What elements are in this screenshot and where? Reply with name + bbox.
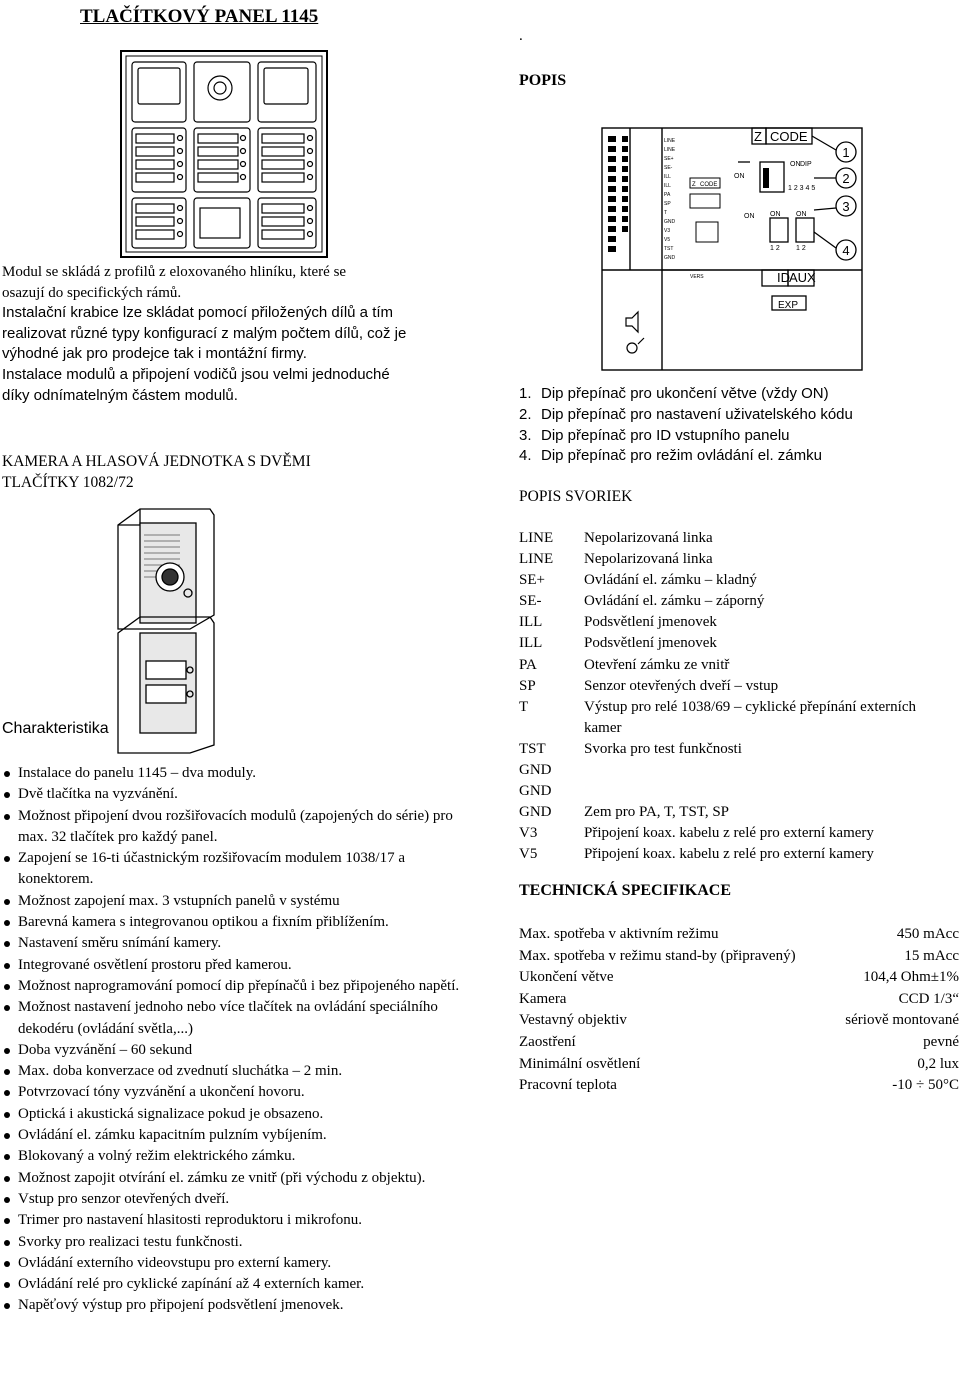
- terminal-name: V5: [519, 846, 538, 863]
- module-diagram: [600, 122, 870, 372]
- spec-label: Max. spotřeba v režimu stand-by (připravený): [519, 947, 796, 964]
- spec-value: sériově montované: [845, 1012, 959, 1029]
- terminal-name: GND: [519, 783, 552, 800]
- callout-4: 4: [842, 243, 850, 258]
- camera-unit-illustration: [110, 505, 220, 755]
- terminal-desc: Senzor otevřených dveří – vstup: [584, 677, 779, 694]
- intro-line: Instalace modulů a připojení vodičů jsou velmi jednoduché: [2, 365, 390, 383]
- terminal-name: T: [519, 698, 529, 715]
- feature-item: Svorky pro realizaci testu funkčnosti.: [2, 1232, 472, 1253]
- terminal-desc: Podsvětlení jmenovek: [584, 614, 717, 631]
- diagram-vers-label: VERS: [690, 274, 704, 280]
- feature-item: Trimer pro nastavení hlasitosti reproduktoru i mikrofonu.: [2, 1210, 472, 1231]
- terminal-desc: Svorka pro test funkčnosti: [584, 740, 742, 757]
- terminal-desc: [584, 781, 954, 802]
- table-row: [519, 967, 959, 989]
- table-row: [519, 739, 954, 760]
- terminal-desc: [584, 760, 954, 781]
- table-row: [519, 989, 959, 1011]
- intro-line: realizovat různé typy konfigurací z malým počtem dílů, což je: [2, 324, 407, 342]
- spec-value: 450 mAcc: [896, 926, 959, 942]
- diagram-code-label: CODE: [770, 129, 808, 144]
- spec-label: Vestavný objektiv: [519, 1012, 627, 1029]
- feature-item: Možnost zapojení max. 3 vstupních panelů v systému: [2, 891, 472, 912]
- feature-item: Dvě tlačítka na vyzvánění.: [2, 784, 472, 805]
- diagram-terminal-label: V5: [664, 237, 671, 243]
- dip-item: [519, 426, 853, 447]
- dip-item-number: 3.: [519, 426, 532, 444]
- diagram-terminal-label: GND: [664, 255, 676, 261]
- dip-item: [519, 446, 853, 467]
- terminal-name: LINE: [519, 551, 554, 568]
- dip-item-text: Dip přepínač pro nastavení uživatelského kódu: [541, 405, 853, 423]
- table-row: [519, 528, 954, 549]
- camera-heading: [2, 451, 311, 493]
- diagram-pair-numbers: 1 2: [770, 245, 780, 252]
- diagram-terminal-label: V3: [664, 228, 671, 234]
- diagram-pair-numbers: 1 2: [796, 245, 806, 252]
- terminal-desc: Otevření zámku ze vnitř: [584, 656, 730, 673]
- feature-item: Možnost nastavení jednoho nebo více tlačítek na ovládání speciálního dekodéru (ovládání světla,...): [2, 997, 472, 1040]
- feature-item: Možnost zapojit otvírání el. zámku ze vnitř (při východu z objektu).: [2, 1168, 472, 1189]
- intro-line: díky odnímatelným částem modulů.: [2, 386, 238, 404]
- spec-value: 0,2 lux: [917, 1055, 959, 1072]
- table-row: [519, 1075, 959, 1097]
- terminal-desc: Podsvětlení jmenovek: [584, 635, 717, 652]
- diagram-id-label: ID: [777, 270, 790, 285]
- feature-item: Potvrzovací tóny vyzvánění a ukončení hovoru.: [2, 1082, 472, 1103]
- diagram-terminal-label: SE-: [664, 165, 673, 171]
- diagram-aux-label: AUX: [789, 270, 816, 285]
- svorky-heading: POPIS SVORIEK: [519, 488, 633, 505]
- table-row: [519, 697, 954, 739]
- diagram-terminal-label: LINE: [664, 147, 676, 153]
- diagram-on-label: ON: [770, 211, 781, 218]
- terminal-name: PA: [519, 656, 537, 673]
- terminal-desc: Nepolarizovaná linka: [584, 551, 713, 568]
- terminal-name: GND: [519, 762, 552, 779]
- terminal-name: SP: [519, 677, 536, 694]
- table-row: [519, 591, 954, 612]
- terminal-desc: Ovládání el. zámku – kladný: [584, 572, 757, 589]
- terminal-name: GND: [519, 804, 552, 821]
- spec-value: 15 mAcc: [904, 947, 959, 964]
- diagram-terminal-label: GND: [664, 219, 676, 225]
- spec-value: 104,4 Ohm±1%: [863, 969, 959, 986]
- terminal-desc: Nepolarizovaná linka: [584, 530, 713, 546]
- intro-line: výhodné jak pro prodejce tak i montážní firmy.: [2, 345, 307, 363]
- table-row: [519, 1054, 959, 1076]
- callout-1: 1: [842, 145, 850, 160]
- table-row: [519, 676, 954, 697]
- feature-item: Barevná kamera s integrovanou optikou a fixním přiblížením.: [2, 912, 472, 933]
- terminal-desc: Výstup pro relé 1038/69 – cyklické přepínání externích kamer: [584, 698, 916, 736]
- dip-item: [519, 405, 853, 426]
- table-row: [519, 781, 954, 802]
- intro-line: osazují do specifických rámů.: [2, 284, 182, 301]
- diagram-terminal-label: PA: [664, 192, 671, 198]
- spec-label: Ukončení větve: [519, 969, 614, 986]
- popis-heading: POPIS: [519, 72, 567, 89]
- panel-1145-illustration: [120, 50, 328, 258]
- terminal-desc: Připojení koax. kabelu z relé pro externí kamery: [584, 825, 874, 842]
- intro-paragraph: [2, 262, 442, 406]
- dip-item-number: 1.: [519, 385, 532, 402]
- diagram-terminal-label: ILL: [664, 174, 671, 180]
- table-row: [519, 946, 959, 968]
- dip-switch-list: [519, 384, 853, 467]
- table-row: [519, 633, 954, 654]
- terminal-name: ILL: [519, 635, 543, 652]
- feature-item: Blokovaný a volný režim elektrického zámku.: [2, 1146, 472, 1167]
- terminal-name: SE+: [519, 572, 545, 589]
- table-row: [519, 549, 954, 570]
- table-row: [519, 655, 954, 676]
- feature-item: Nastavení směru snímání kamery.: [2, 933, 472, 954]
- callout-3: 3: [842, 199, 850, 214]
- diagram-terminal-label: SP: [664, 201, 671, 207]
- table-row: [519, 612, 954, 633]
- feature-item: Ovládání externího videovstupu pro externí kamery.: [2, 1253, 472, 1274]
- spec-label: Kamera: [519, 990, 567, 1007]
- diagram-on-label: ON: [796, 211, 807, 218]
- feature-item: Optická i akustická signalizace pokud je obsazeno.: [2, 1104, 472, 1125]
- terminal-desc: Připojení koax. kabelu z relé pro externí kamery: [584, 846, 874, 863]
- spec-value: pevné: [923, 1033, 959, 1050]
- dip-item-text: Dip přepínač pro režim ovládání el. zámku: [541, 447, 822, 465]
- feature-item: Instalace do panelu 1145 – dva moduly.: [2, 763, 472, 784]
- feature-item: Max. doba konverzace od zvednutí sluchátka – 2 min.: [2, 1061, 472, 1082]
- feature-item: Integrované osvětlení prostoru před kamerou.: [2, 955, 472, 976]
- intro-line: Instalační krabice lze skládat pomocí přiložených dílů a tím: [2, 304, 394, 322]
- mini-code-label: CODE: [700, 182, 718, 188]
- dip-item-text: Dip přepínač pro ukončení větve (vždy ON): [541, 385, 829, 402]
- spec-label: Max. spotřeba v aktivním režimu: [519, 926, 719, 942]
- diagram-dip-label: DIP: [800, 161, 812, 168]
- diagram-z-label: Z: [754, 129, 762, 144]
- diagram-dip-numbers: 1 2 3 4 5: [788, 185, 816, 192]
- intro-line: Modul se skládá z profilů z eloxovaného hliníku, které se: [2, 264, 347, 280]
- terminal-desc: Ovládání el. zámku – záporný: [584, 593, 765, 610]
- feature-item: Možnost připojení dvou rozšiřovacích modulů (zapojených do série) pro max. 32 tlačítek pro každý panel.: [2, 806, 472, 849]
- spec-label: Zaostření: [519, 1033, 576, 1050]
- mini-z-label: Z: [692, 182, 696, 188]
- characteristics-heading: Charakteristika: [2, 720, 109, 737]
- table-row: [519, 1010, 959, 1032]
- terminal-name: TST: [519, 740, 546, 757]
- feature-item: Ovládání el. zámku kapacitním pulzním vybíjením.: [2, 1125, 472, 1146]
- stray-dot: .: [519, 28, 523, 44]
- spec-value: -10 ÷ 50°C: [892, 1077, 959, 1094]
- table-row: [519, 802, 954, 823]
- terminal-name: LINE: [519, 530, 554, 546]
- feature-item: Napěťový výstup pro připojení podsvětlení jmenovek.: [2, 1295, 472, 1316]
- page-title: TLAČÍTKOVÝ PANEL 1145: [80, 6, 319, 27]
- dip-item-number: 2.: [519, 405, 532, 423]
- diagram-on-label: ON: [790, 161, 801, 168]
- feature-item: Doba vyzvánění – 60 sekund: [2, 1040, 472, 1061]
- terminals-table: [519, 528, 954, 866]
- table-row: [519, 924, 959, 946]
- callout-2: 2: [842, 171, 850, 186]
- dip-item: [519, 384, 853, 405]
- table-row: [519, 844, 954, 865]
- diagram-terminal-label: TST: [664, 246, 674, 252]
- dip-item-number: 4.: [519, 447, 532, 465]
- diagram-terminal-label: ILL: [664, 183, 671, 189]
- terminal-name: ILL: [519, 614, 543, 631]
- dip-item-text: Dip přepínač pro ID vstupního panelu: [541, 426, 790, 444]
- diagram-on-label: ON: [734, 173, 745, 180]
- table-row: [519, 760, 954, 781]
- diagram-terminal-label: T: [664, 210, 668, 216]
- table-row: [519, 823, 954, 844]
- camera-heading-line: KAMERA A HLASOVÁ JEDNOTKA S DVĚMI: [2, 453, 311, 470]
- diagram-on-label: ON: [744, 213, 755, 220]
- feature-item: Ovládání relé pro cyklické zapínání až 4 externích kamer.: [2, 1274, 472, 1295]
- tech-heading: TECHNICKÁ SPECIFIKACE: [519, 882, 732, 899]
- specs-table: [519, 924, 959, 1097]
- terminal-name: V3: [519, 825, 538, 842]
- spec-value: CCD 1/3“: [898, 990, 959, 1007]
- diagram-exp-label: EXP: [778, 300, 799, 311]
- feature-item: Zapojení se 16-ti účastnickým rozšiřovacím modulem 1038/17 a konektorem.: [2, 848, 472, 891]
- camera-heading-line: TLAČÍTKY 1082/72: [2, 474, 134, 491]
- terminal-name: SE-: [519, 593, 542, 610]
- terminal-desc: Zem pro PA, T, TST, SP: [584, 804, 730, 821]
- features-list: [2, 763, 472, 1317]
- table-row: [519, 570, 954, 591]
- table-row: [519, 1032, 959, 1054]
- feature-item: Vstup pro senzor otevřených dveří.: [2, 1189, 472, 1210]
- spec-label: Minimální osvětlení: [519, 1055, 641, 1072]
- spec-label: Pracovní teplota: [519, 1077, 617, 1094]
- feature-item: Možnost naprogramování pomocí dip přepínačů i bez připojeného napětí.: [2, 976, 472, 997]
- diagram-terminal-label: SE+: [664, 156, 674, 162]
- diagram-terminal-label: LINE: [664, 138, 676, 144]
